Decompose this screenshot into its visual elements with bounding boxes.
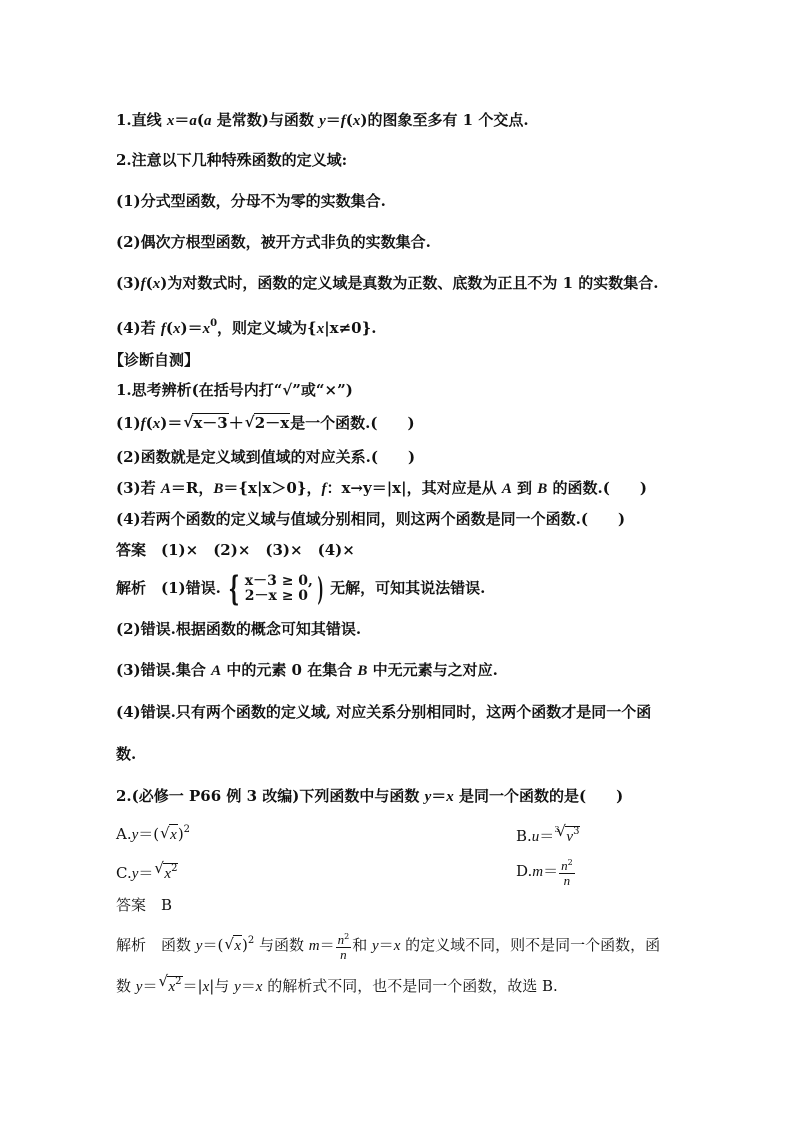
fact-2: 2.注意以下几种特殊函数的定义域: — [116, 151, 348, 169]
fact-4: (2)偶次方根型函数，被开方式非负的实数集合. — [116, 233, 431, 251]
fact-1: 1.直线 x＝a(a 是常数)与函数 y＝f(x)的图象至多有 1 个交点. — [116, 111, 529, 129]
q1-item-3: (3)若 A＝R，B＝{x|x＞0}，f：x→y＝|x|，其对应是从 A 到 B 的函数.( ) — [116, 479, 647, 497]
option-a: A.y＝(√ x)$^2$ — [116, 825, 190, 843]
equation-system: { x－3 ≥ 0, 2－x ≥ 0 ) — [228, 569, 324, 609]
fact-3: (1)分式型函数，分母不为零的实数集合. — [116, 192, 386, 210]
q1-title: 1.思考辨析(在括号内打“√”或“×”) — [116, 381, 353, 399]
analysis-q2-line2: 数 y＝√ $x^2=|x|$与 y＝x 的解析式不同，也不是同一个函数，故选 B. — [116, 972, 714, 997]
analysis-q2-line1: 解析 函数 y＝(√ x)$^2$ 与函数 m＝ $\frac{n^2}{n}$ 和 y＝x 的定义域不同，则不是同一个函数，函 — [116, 928, 714, 962]
answer-1: 答案 (1)× (2)× (3)× (4)× — [116, 541, 355, 559]
fact-6: (4)若 $f(x)=x^0$，则定义域为{x|x≠0}. — [116, 318, 377, 337]
analysis-4a: (4)错误.只有两个函数的定义域, 对应关系分别相同时，这两个函数才是同一个函 — [116, 703, 652, 721]
section-heading: 【诊断自测】 — [109, 351, 200, 369]
fact-5: (3)f(x)为对数式时，函数的定义域是真数为正数、底数为正且不为 1 的实数集合. — [116, 274, 659, 292]
q2-options-row2 — [116, 856, 714, 887]
analysis-1: 解析 (1)错误. { x－3 ≥ 0, 2－x ≥ 0 ) 无解，可知其说法错误. — [116, 569, 486, 609]
q2-options-row1 — [116, 820, 714, 845]
analysis-4b: 数. — [116, 745, 137, 763]
answer-2: 答案 B — [116, 896, 173, 914]
analysis-2: (2)错误.根据函数的概念可知其错误. — [116, 620, 362, 638]
q1-item-1: (1)f(x)＝√ x－3＋√ 2－x是一个函数.( ) — [116, 413, 714, 434]
option-c: C.y＝√ $x^2$ — [116, 864, 178, 882]
q1-item-4: (4)若两个函数的定义域与值域分别相同，则这两个函数是同一个函数.( ) — [116, 510, 626, 528]
option-d: D.m＝ $\frac{n^2}{n}$ — [516, 858, 573, 888]
option-b: B.u＝$^3$√ $v^3$ — [516, 820, 580, 847]
q2-title: 2.(必修一 P66 例 3 改编)下列函数中与函数 y＝x 是同一个函数的是( ) — [116, 787, 624, 805]
q1-item-2: (2)函数就是定义域到值域的对应关系.( ) — [116, 448, 416, 466]
analysis-3: (3)错误.集合 A 中的元素 0 在集合 B 中无元素与之对应. — [116, 661, 498, 679]
